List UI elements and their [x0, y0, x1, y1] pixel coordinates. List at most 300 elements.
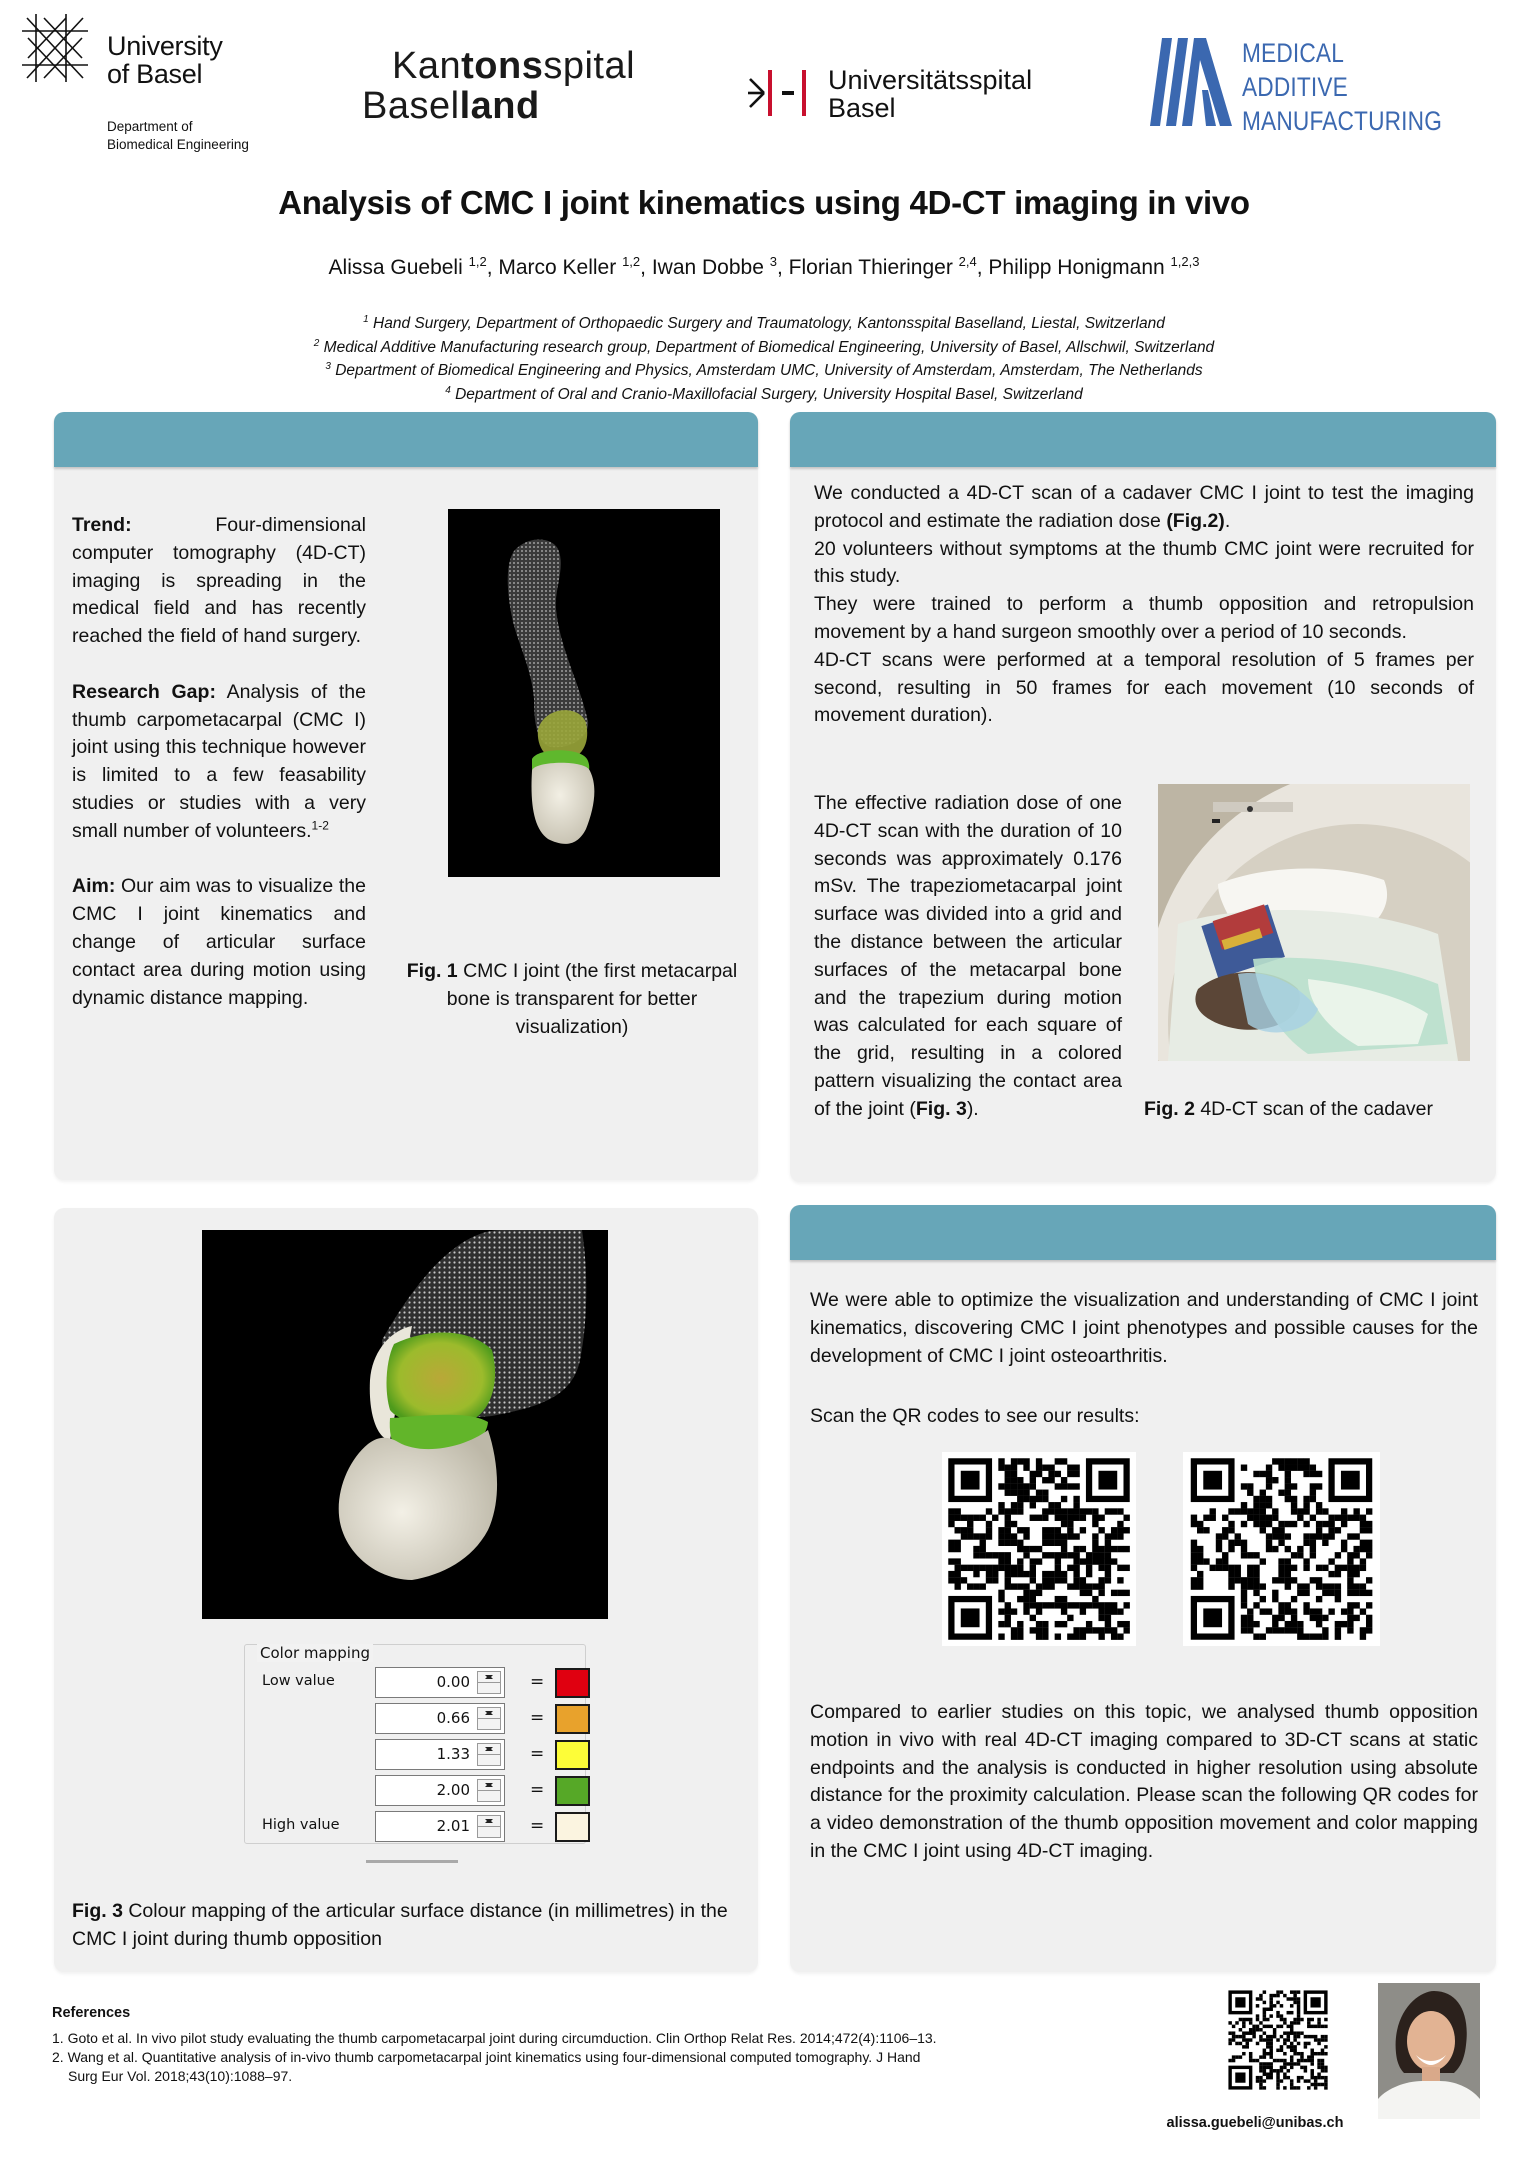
equals-sign: =	[530, 1780, 545, 1800]
aim-label: Aim:	[72, 875, 116, 898]
qr-module	[1036, 1608, 1042, 1614]
radiation-dose-paragraph	[814, 790, 1122, 1124]
spinbox-arrows[interactable]	[477, 1815, 501, 1838]
qr-module	[1293, 1990, 1296, 1993]
qr-module	[961, 1565, 967, 1571]
qr-module	[1287, 2076, 1290, 2079]
qr-module	[1285, 1577, 1291, 1583]
qr-module	[955, 1540, 961, 1546]
spin-down-arrow-icon[interactable]	[478, 1708, 500, 1719]
qr-module	[1290, 1997, 1293, 2000]
qr-module	[1269, 2045, 1272, 2048]
qr-module	[1228, 1521, 1234, 1527]
qr-module	[1321, 2035, 1324, 2038]
qr-module	[1317, 2025, 1320, 2028]
qr-module	[1341, 1546, 1347, 1552]
qr-module	[1092, 1515, 1098, 1521]
qr-module	[1293, 1997, 1296, 2000]
qr-module	[1073, 1602, 1079, 1608]
qr-module	[1310, 1490, 1316, 1496]
qr-module	[1285, 1621, 1291, 1627]
qr-module	[1247, 1583, 1253, 1589]
qr-module	[1241, 1602, 1247, 1608]
qr-module	[1285, 1546, 1291, 1552]
spinbox-arrows[interactable]	[477, 1707, 501, 1730]
qr-module	[1048, 1540, 1054, 1546]
qr-module	[1092, 1596, 1098, 1602]
color-swatch[interactable]	[555, 1776, 590, 1806]
qr-module	[1228, 2059, 1231, 2062]
qr-module	[1260, 1496, 1266, 1502]
qr-module	[1067, 1508, 1073, 1514]
qr-module	[1260, 1558, 1266, 1564]
unibas-name-line2: of Basel	[107, 59, 203, 89]
methods-p1-text: We conducted a 4D-CT scan of a cadaver CMC I joint to test the imaging protocol and estimate the radiation dose	[814, 482, 1474, 532]
qr-module	[1353, 1515, 1359, 1521]
unibas-name	[107, 32, 223, 88]
qr-module	[1042, 1465, 1048, 1471]
qr-module	[1048, 1552, 1054, 1558]
color-swatch[interactable]	[555, 1668, 590, 1698]
qr-module	[1283, 2086, 1286, 2089]
qr-module	[1105, 1608, 1111, 1614]
qr-module	[1291, 1552, 1297, 1558]
qr-module	[1283, 2021, 1286, 2024]
qr-module	[1241, 1546, 1247, 1552]
conclusion-panel	[790, 1205, 1496, 1972]
qr-module	[1290, 2045, 1293, 2048]
qr-module	[1317, 2021, 1320, 2024]
qr-module	[998, 1565, 1004, 1571]
color-mapping-value-spinbox[interactable]	[375, 1703, 505, 1734]
qr-module	[1310, 2069, 1313, 2072]
qr-module	[1259, 1997, 1262, 2000]
qr-module	[1293, 2049, 1296, 2052]
qr-module	[1317, 2059, 1320, 2062]
qr-module	[1036, 1633, 1042, 1639]
reference-superscript: 1-2	[311, 818, 329, 833]
qr-module	[1055, 1458, 1061, 1464]
qr-module	[961, 1527, 967, 1533]
qr-module	[1310, 1533, 1316, 1539]
qr-module	[1092, 1552, 1098, 1558]
qr-module	[1241, 1508, 1247, 1514]
qr-module	[1324, 2018, 1327, 2021]
methods-text	[814, 480, 1474, 730]
qr-module	[1123, 1621, 1129, 1627]
aim-paragraph	[72, 873, 366, 1012]
contact-email[interactable]: alissa.guebeli@unibas.ch	[1166, 2115, 1344, 2131]
qr-module	[1322, 1583, 1328, 1589]
qr-module	[1253, 1552, 1259, 1558]
qr-module	[1259, 2062, 1262, 2065]
ksbl-part: Kan	[392, 45, 462, 87]
qr-module	[1259, 2066, 1262, 2069]
spin-down-arrow-icon[interactable]	[478, 1780, 500, 1791]
qr-module	[1061, 1552, 1067, 1558]
qr-module	[1297, 2014, 1300, 2017]
qr-module	[1256, 2018, 1259, 2021]
qr-module	[1366, 1540, 1372, 1546]
introduction-text	[72, 512, 366, 1012]
qr-module	[1253, 1515, 1259, 1521]
qr-module	[1011, 1502, 1017, 1508]
qr-module	[1123, 1590, 1129, 1596]
qr-module	[1272, 1508, 1278, 1514]
qr-module	[1023, 1465, 1029, 1471]
qr-module	[1353, 1583, 1359, 1589]
qr-module	[1030, 1615, 1036, 1621]
spinbox-arrows[interactable]	[477, 1671, 501, 1694]
qr-module	[948, 1515, 954, 1521]
qr-module	[1263, 2011, 1266, 2014]
qr-module	[1005, 1490, 1011, 1496]
qr-module	[1303, 1565, 1309, 1571]
qr-module	[998, 1483, 1004, 1489]
qr-module	[1266, 1521, 1272, 1527]
qr-module	[1316, 1471, 1322, 1477]
qr-module	[1017, 1458, 1023, 1464]
qr-module	[1061, 1540, 1067, 1546]
qr-module	[1321, 2059, 1324, 2062]
qr-module	[1360, 1583, 1366, 1589]
fig2-caption-text: 4D-CT scan of the cadaver	[1194, 1098, 1434, 1120]
qr-module	[1283, 2066, 1286, 2069]
qr-module	[1191, 1552, 1197, 1558]
qr-module	[1272, 1477, 1278, 1483]
qr-module	[1291, 1483, 1297, 1489]
qr-module	[1105, 1508, 1111, 1514]
qr-module	[1360, 1627, 1366, 1633]
qr-module	[1278, 1565, 1284, 1571]
qr-module	[1347, 1571, 1353, 1577]
color-mapping-title: Color mapping	[257, 1644, 373, 1662]
qr-module	[1293, 1994, 1296, 1997]
qr-module	[980, 1546, 986, 1552]
qr-module	[1191, 1583, 1197, 1589]
qr-module	[1256, 2004, 1259, 2007]
affiliation-number: 1	[363, 314, 369, 325]
qr-module	[955, 1515, 961, 1521]
color-mapping-value-spinbox[interactable]	[375, 1739, 505, 1770]
qr-module	[1111, 1533, 1117, 1539]
qr-module	[1067, 1483, 1073, 1489]
qr-module	[1011, 1471, 1017, 1477]
qr-module	[1005, 1540, 1011, 1546]
results-qr-code-2[interactable]	[1183, 1452, 1380, 1646]
qr-module	[1321, 2038, 1324, 2041]
color-mapping-value-spinbox[interactable]	[375, 1667, 505, 1698]
qr-module	[1241, 1621, 1247, 1627]
unibas-dept-line1: Department of	[107, 119, 193, 134]
qr-module	[1235, 1565, 1241, 1571]
qr-module	[1303, 1458, 1309, 1464]
qr-module	[967, 1583, 973, 1589]
aim-text: Our aim was to visualize the CMC I joint kinematics and change of articular surface contact area during motion using dynamic distance mapping.	[72, 875, 366, 1009]
qr-module	[1276, 1994, 1279, 1997]
qr-module	[1269, 2001, 1272, 2004]
qr-module	[1290, 2028, 1293, 2031]
qr-module	[1293, 2052, 1296, 2055]
qr-module	[1335, 1515, 1341, 1521]
spin-down-arrow-icon[interactable]	[478, 1672, 500, 1683]
qr-module	[1278, 1627, 1284, 1633]
qr-module	[1276, 2049, 1279, 2052]
equals-sign: =	[530, 1816, 545, 1836]
qr-module	[986, 1533, 992, 1539]
qr-module	[973, 1546, 979, 1552]
results-figure-panel	[54, 1208, 758, 1972]
qr-module	[1030, 1571, 1036, 1577]
color-mapping-value[interactable]: 0.66	[436, 1709, 470, 1727]
qr-module	[1278, 1608, 1284, 1614]
qr-module	[1291, 1465, 1297, 1471]
qr-module	[1067, 1533, 1073, 1539]
qr-module	[1272, 1533, 1278, 1539]
qr-module	[1310, 2072, 1313, 2075]
qr-module	[1086, 1565, 1092, 1571]
qr-module	[1260, 1490, 1266, 1496]
qr-module	[1197, 1558, 1203, 1564]
qr-module	[1042, 1533, 1048, 1539]
methods-panel-header	[790, 412, 1496, 467]
qr-module	[1335, 1583, 1341, 1589]
qr-module	[1283, 2076, 1286, 2079]
qr-module	[1297, 2052, 1300, 2055]
qr-module	[1030, 1515, 1036, 1521]
methods-p1-end: .	[1224, 509, 1231, 532]
qr-module	[1297, 1458, 1303, 1464]
qr-module	[1232, 2055, 1235, 2058]
qr-module	[1290, 2059, 1293, 2062]
qr-module	[1067, 1515, 1073, 1521]
qr-module	[1341, 1621, 1347, 1627]
qr-module	[948, 1571, 954, 1577]
qr-module	[1269, 2076, 1272, 2079]
qr-module	[1191, 1577, 1197, 1583]
qr-module	[1061, 1602, 1067, 1608]
qr-module	[1328, 1527, 1334, 1533]
qr-module	[1036, 1490, 1042, 1496]
qr-module	[1111, 1633, 1117, 1639]
qr-module	[1017, 1596, 1023, 1602]
qr-module	[1242, 2018, 1245, 2021]
qr-module	[1347, 1558, 1353, 1564]
qr-module	[1263, 2018, 1266, 2021]
results-qr-code-1[interactable]	[942, 1452, 1136, 1646]
qr-module	[1347, 1533, 1353, 1539]
author-portrait-image	[1378, 1983, 1480, 2119]
qr-module	[1241, 1583, 1247, 1589]
color-mapping-value-spinbox[interactable]	[375, 1775, 505, 1806]
qr-module	[973, 1533, 979, 1539]
qr-module	[1067, 1527, 1073, 1533]
color-mapping-value-spinbox[interactable]	[375, 1811, 505, 1842]
qr-module	[961, 1577, 967, 1583]
spin-down-arrow-icon[interactable]	[478, 1744, 500, 1755]
qr-module	[1036, 1558, 1042, 1564]
qr-module	[1036, 1471, 1042, 1477]
qr-module	[1321, 2076, 1324, 2079]
qr-module	[998, 1633, 1004, 1639]
qr-module	[1061, 1608, 1067, 1614]
qr-module	[1360, 1590, 1366, 1596]
author-affiliation-marker: 1,2	[468, 254, 487, 269]
color-mapping-value[interactable]: 2.01	[436, 1817, 470, 1835]
qr-module	[1300, 2018, 1303, 2021]
qr-module	[1280, 1990, 1283, 1993]
qr-module	[1347, 1590, 1353, 1596]
qr-module	[1278, 1571, 1284, 1577]
fig1-caption	[402, 958, 742, 1041]
qr-module	[1303, 1496, 1309, 1502]
qr-module	[1252, 2035, 1255, 2038]
qr-module	[1322, 1508, 1328, 1514]
qr-module	[1316, 1533, 1322, 1539]
qr-module	[1011, 1540, 1017, 1546]
qr-module	[980, 1533, 986, 1539]
qr-module	[1259, 2086, 1262, 2089]
qr-module	[1055, 1577, 1061, 1583]
qr-module	[1324, 2038, 1327, 2041]
qr-module	[1269, 2004, 1272, 2007]
qr-module	[1307, 2021, 1310, 2024]
spinbox-arrows[interactable]	[477, 1779, 501, 1802]
scan-qr-label: Scan the QR codes to see our results:	[810, 1405, 1140, 1427]
qr-module	[1316, 1508, 1322, 1514]
qr-module	[1310, 1608, 1316, 1614]
spinbox-arrows[interactable]	[477, 1743, 501, 1766]
qr-module	[1005, 1465, 1011, 1471]
qr-module	[1272, 1458, 1278, 1464]
qr-module	[1269, 1997, 1272, 2000]
color-mapping-value[interactable]: 1.33	[436, 1745, 470, 1763]
qr-module	[1293, 2018, 1296, 2021]
qr-module	[1036, 1602, 1042, 1608]
qr-module	[1269, 2069, 1272, 2072]
qr-module	[1266, 2062, 1269, 2065]
fig1-caption-text: CMC I joint (the first metacarpal bone is transparent for better visualization)	[446, 960, 738, 1038]
qr-module	[1023, 1527, 1029, 1533]
qr-module	[955, 1583, 961, 1589]
qr-module	[1259, 2069, 1262, 2072]
qr-module	[1017, 1558, 1023, 1564]
equals-sign: =	[530, 1744, 545, 1764]
qr-module	[1335, 1596, 1341, 1602]
introduction-panel	[54, 412, 758, 1180]
qr-module	[1117, 1527, 1123, 1533]
qr-module	[1259, 2028, 1262, 2031]
color-swatch[interactable]	[555, 1740, 590, 1770]
qr-module	[1067, 1521, 1073, 1527]
qr-module	[1278, 1602, 1284, 1608]
qr-module	[1280, 2059, 1283, 2062]
qr-module	[1048, 1527, 1054, 1533]
qr-module	[1055, 1633, 1061, 1639]
qr-module	[1042, 1490, 1048, 1496]
color-mapping-value[interactable]: 0.00	[436, 1673, 470, 1691]
qr-module	[1335, 1552, 1341, 1558]
color-swatch[interactable]	[555, 1812, 590, 1842]
qr-module	[1328, 1521, 1334, 1527]
cmc-joint-mesh-image	[448, 509, 720, 877]
qr-module	[1317, 2038, 1320, 2041]
qr-module	[1235, 2035, 1238, 2038]
qr-module	[1310, 1577, 1316, 1583]
qr-module	[1011, 1458, 1017, 1464]
qr-module	[1304, 2035, 1307, 2038]
qr-module	[1303, 1583, 1309, 1589]
qr-module	[1304, 2045, 1307, 2048]
qr-module	[1347, 1621, 1353, 1627]
qr-module	[1285, 1496, 1291, 1502]
qr-module	[1272, 1615, 1278, 1621]
qr-module	[1293, 2001, 1296, 2004]
qr-module	[1005, 1471, 1011, 1477]
qr-module	[1263, 2062, 1266, 2065]
qr-module	[1278, 1577, 1284, 1583]
qr-module	[1191, 1521, 1197, 1527]
qr-module	[1283, 2042, 1286, 2045]
medical-additive-manufacturing-logo	[1150, 36, 1490, 136]
qr-module	[1366, 1590, 1372, 1596]
qr-module	[1280, 2049, 1283, 2052]
qr-module	[1316, 1608, 1322, 1614]
qr-module	[1086, 1583, 1092, 1589]
color-swatch[interactable]	[555, 1704, 590, 1734]
qr-module	[1061, 1483, 1067, 1489]
fig3-caption-text: Colour mapping of the articular surface distance (in millimetres) in the CMC I joint during thumb opposition	[72, 1900, 728, 1950]
qr-module	[1366, 1577, 1372, 1583]
qr-module	[1067, 1465, 1073, 1471]
qr-module	[1272, 1621, 1278, 1627]
qr-module	[1042, 1508, 1048, 1514]
qr-module	[1086, 1508, 1092, 1514]
qr-module	[1023, 1583, 1029, 1589]
qr-module	[1123, 1627, 1129, 1633]
qr-module	[1341, 1508, 1347, 1514]
qr-module	[1005, 1583, 1011, 1589]
qr-module	[1285, 1465, 1291, 1471]
qr-finder-pattern	[1235, 2072, 1245, 2082]
qr-module	[1283, 2062, 1286, 2065]
qr-module	[1030, 1596, 1036, 1602]
qr-module	[1048, 1471, 1054, 1477]
qr-module	[1228, 2042, 1231, 2045]
qr-module	[1259, 2076, 1262, 2079]
contact-qr-code[interactable]	[1225, 1985, 1331, 2095]
qr-module	[1263, 2038, 1266, 2041]
kantonsspital-baselland-logo	[362, 46, 635, 126]
qr-module	[992, 1552, 998, 1558]
qr-module	[1307, 2025, 1310, 2028]
color-mapping-scrollbar[interactable]	[366, 1860, 458, 1863]
author-photo	[1378, 1983, 1480, 2119]
qr-module	[1111, 1546, 1117, 1552]
qr-module	[1273, 2028, 1276, 2031]
color-mapping-value[interactable]: 2.00	[436, 1781, 470, 1799]
qr-module	[1310, 2055, 1313, 2058]
qr-module	[967, 1527, 973, 1533]
spin-down-arrow-icon[interactable]	[478, 1816, 500, 1827]
qr-module	[1228, 1508, 1234, 1514]
qr-module	[1322, 1521, 1328, 1527]
qr-module	[1252, 2028, 1255, 2031]
mam-name-line2: ADDITIVE	[1242, 72, 1348, 102]
qr-module	[1278, 1521, 1284, 1527]
qr-module	[1272, 1596, 1278, 1602]
research-gap-paragraph	[72, 679, 366, 846]
